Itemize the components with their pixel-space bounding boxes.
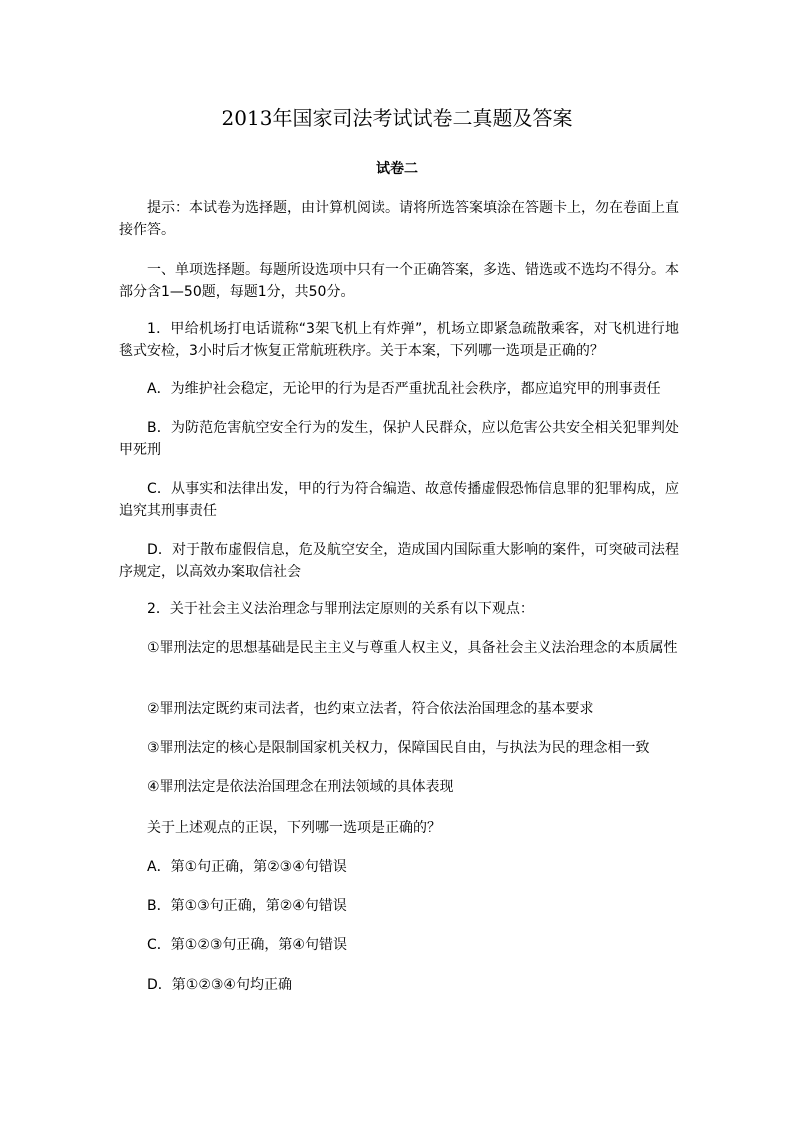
document-subtitle: 试卷二 (376, 161, 418, 177)
section-instructions: 一、单项选择题。每题所设选项中只有一个正确答案，多选、错选或不选均不得分。本部分含1—50题，每题1分，共50分。 (119, 262, 679, 300)
question-2-prompt: 关于上述观点的正误，下列哪一选项是正确的？ (147, 820, 441, 836)
question-2-statement-2: ②罪刑法定既约束司法者，也约束立法者，符合依法治国理念的基本要求 (147, 701, 594, 717)
question-2-option-c: C．第①②③句正确，第④句错误 (147, 937, 347, 953)
question-1-option-a: A．为维护社会稳定，无论甲的行为是否严重扰乱社会秩序，都应追究甲的刑事责任 (147, 381, 661, 397)
exam-notice: 提示：本试卷为选择题，由计算机阅读。请将所选答案填涂在答题卡上，勿在卷面上直接作答。 (119, 200, 679, 238)
question-1-option-d: D．对于散布虚假信息，危及航空安全，造成国内国际重大影响的案件，可突破司法程序规定，以高效办案取信社会 (119, 542, 679, 580)
question-2-statement-3: ③罪刑法定的核心是限制国家机关权力，保障国民自由，与执法为民的理念相一致 (147, 740, 650, 756)
question-1-option-c: C．从事实和法律出发，甲的行为符合编造、故意传播虚假恐怖信息罪的犯罪构成，应追究其刑事责任 (119, 481, 679, 519)
question-2-option-b: B．第①③句正确，第②④句错误 (147, 898, 347, 914)
question-1-option-b: B．为防范危害航空安全行为的发生，保护人民群众，应以危害公共安全相关犯罪判处甲死刑 (119, 420, 679, 458)
question-2-option-d: D．第①②③④句均正确 (147, 977, 292, 993)
question-2-stem: 2．关于社会主义法治理念与罪刑法定原则的关系有以下观点： (147, 601, 534, 617)
question-2-option-a: A．第①句正确，第②③④句错误 (147, 859, 347, 875)
document-title: 2013年国家司法考试试卷二真题及答案 (221, 106, 573, 130)
question-1-stem: 1．甲给机场打电话谎称“3架飞机上有炸弹”，机场立即紧急疏散乘客，对飞机进行地毯式安检，3小时后才恢复正常航班秩序。关于本案，下列哪一选项是正确的？ (119, 321, 679, 359)
question-2-statement-1: ①罪刑法定的思想基础是民主主义与尊重人权主义，具备社会主义法治理念的本质属性 (147, 640, 678, 656)
question-2-statement-4: ④罪刑法定是依法治国理念在刑法领域的具体表现 (147, 779, 454, 795)
